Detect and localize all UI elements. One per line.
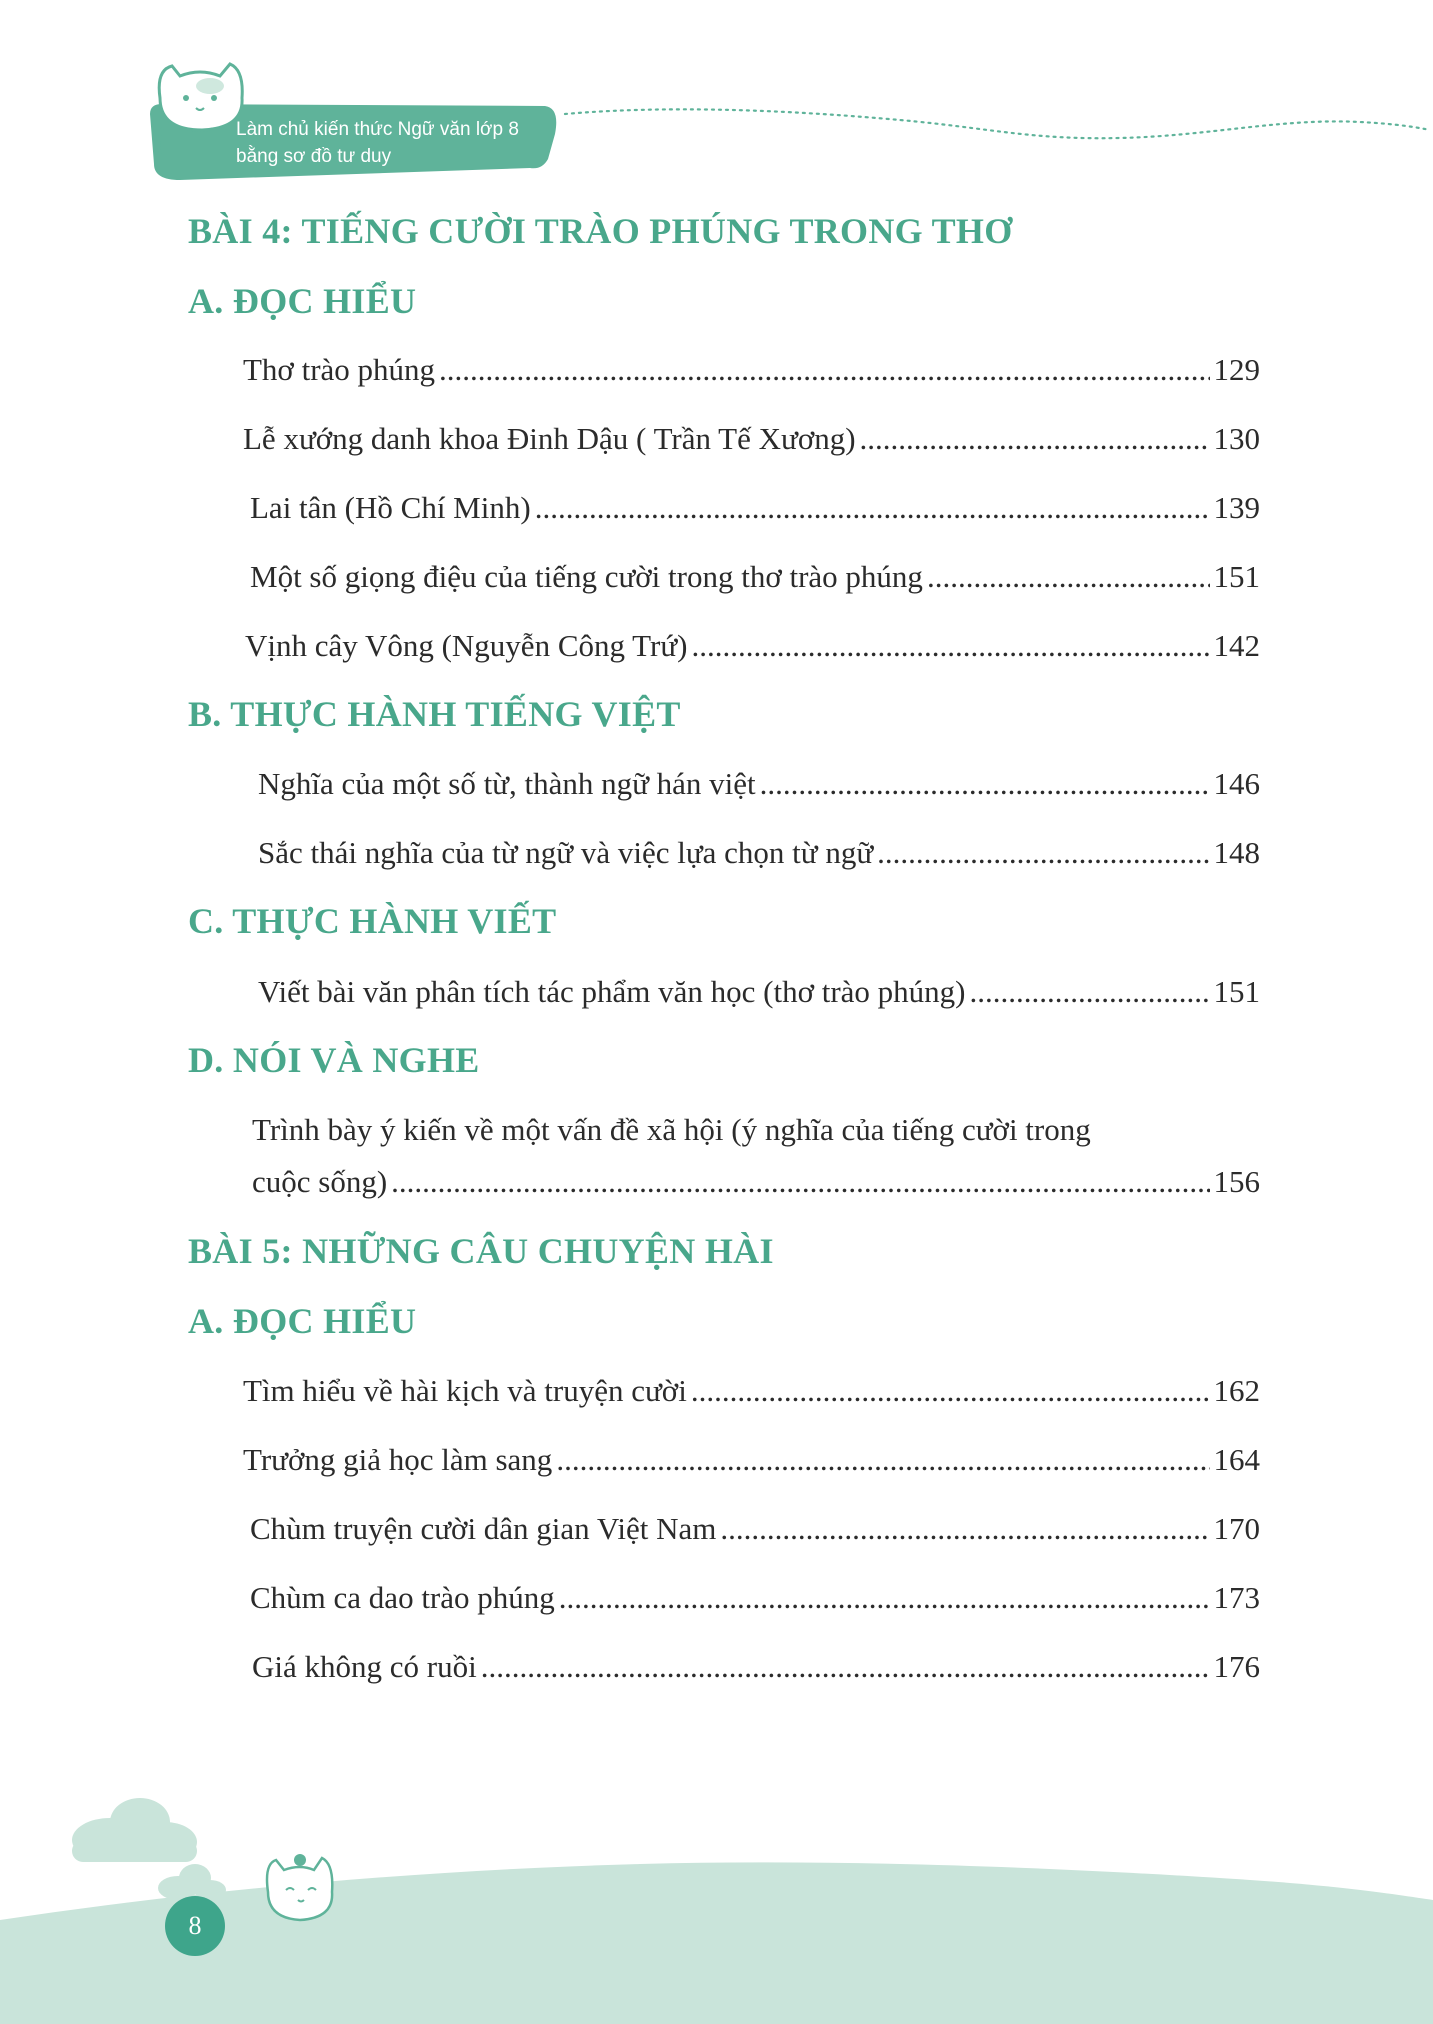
toc-entry-title: Viết bài văn phân tích tác phẩm văn học (thơ trào phúng) — [258, 974, 966, 1009]
toc-entry-title-line-2: cuộc sống) — [252, 1164, 388, 1199]
toc-entry-title: Chùm ca dao trào phúng — [250, 1580, 555, 1615]
toc-entry-title: Nghĩa của một số từ, thành ngữ hán việt — [258, 766, 756, 801]
toc-entry-page: 146 — [1213, 766, 1260, 801]
toc-entry[interactable] — [245, 628, 1260, 664]
dot-leader — [691, 1373, 1210, 1409]
dotted-wave-decoration — [560, 100, 1433, 160]
dot-leader — [720, 1511, 1209, 1547]
toc-entry-title: Giá không có ruồi — [252, 1649, 477, 1684]
cloud-icon — [72, 1798, 197, 1862]
dot-leader — [691, 628, 1209, 664]
toc-entry-page: 176 — [1213, 1649, 1260, 1684]
toc-entry-page: 170 — [1213, 1511, 1260, 1546]
toc-entry-title-line-1[interactable]: Trình bày ý kiến về một vấn đề xã hội (ý nghĩa của tiếng cười trong — [252, 1112, 1091, 1147]
toc-entry-title: Tìm hiểu về hài kịch và truyện cười — [243, 1373, 687, 1408]
toc-entry-page: 162 — [1213, 1373, 1260, 1408]
toc-entry-title: Lễ xướng danh khoa Đinh Dậu ( Trần Tế Xương) — [243, 421, 856, 456]
lesson-4-title: BÀI 4: TIẾNG CƯỜI TRÀO PHÚNG TRONG THƠ — [188, 211, 1013, 251]
toc-entry[interactable] — [250, 559, 1260, 595]
toc-entry[interactable] — [250, 490, 1260, 526]
section-a-heading: A. ĐỌC HIỂU — [188, 1301, 417, 1341]
toc-entry-page: 151 — [1213, 559, 1260, 594]
header-line-2: bằng sơ đồ tư duy — [236, 146, 392, 167]
dot-leader — [391, 1164, 1209, 1200]
dot-leader — [970, 974, 1210, 1010]
toc-entry[interactable] — [258, 835, 1260, 871]
book-series-title — [236, 116, 519, 170]
toc-entry-title: Lai tân (Hồ Chí Minh) — [250, 490, 531, 525]
toc-entry-title: Trưởng giả học làm sang — [243, 1442, 553, 1477]
cat-mascot-icon — [267, 1854, 332, 1920]
toc-entry[interactable] — [243, 421, 1260, 457]
toc-entry-title: Vịnh cây Vông (Nguyễn Công Trứ) — [245, 628, 688, 663]
toc-entry[interactable] — [258, 974, 1260, 1010]
lesson-5-title: BÀI 5: NHỮNG CÂU CHUYỆN HÀI — [188, 1231, 774, 1271]
page-number-badge: 8 — [165, 1896, 225, 1956]
dot-leader — [559, 1580, 1210, 1616]
toc-entry[interactable] — [243, 1442, 1260, 1478]
toc-entry[interactable] — [250, 1580, 1260, 1616]
header-line-1: Làm chủ kiến thức Ngữ văn lớp 8 — [236, 119, 519, 140]
toc-entry[interactable] — [250, 1511, 1260, 1547]
toc-entry[interactable] — [252, 1164, 1260, 1200]
dot-leader — [481, 1649, 1210, 1685]
toc-entry-title: Một số giọng điệu của tiếng cười trong thơ trào phúng — [250, 559, 923, 594]
dot-leader — [535, 490, 1210, 526]
toc-entry-page: 173 — [1213, 1580, 1260, 1615]
toc-entry-page: 130 — [1213, 421, 1260, 456]
toc-entry-page: 164 — [1213, 1442, 1260, 1477]
toc-entry-title: Chùm truyện cười dân gian Việt Nam — [250, 1511, 717, 1546]
section-a-heading: A. ĐỌC HIỂU — [188, 281, 417, 321]
toc-entry-page: 139 — [1213, 490, 1260, 525]
dot-leader — [439, 352, 1209, 388]
dot-leader — [927, 559, 1210, 595]
section-c-heading: C. THỰC HÀNH VIẾT — [188, 901, 557, 941]
toc-entry-title: Sắc thái nghĩa của từ ngữ và việc lựa chọn từ ngữ — [258, 835, 874, 870]
toc-entry[interactable] — [258, 766, 1260, 802]
footer-hill-decoration — [0, 1760, 1433, 2024]
dot-leader — [556, 1442, 1209, 1478]
toc-entry-title: Thơ trào phúng — [243, 352, 436, 387]
section-d-heading: D. NÓI VÀ NGHE — [188, 1040, 480, 1080]
section-b-heading: B. THỰC HÀNH TIẾNG VIỆT — [188, 694, 681, 734]
toc-entry-page: 129 — [1213, 352, 1260, 387]
toc-entry-page: 148 — [1213, 835, 1260, 870]
toc-entry-page: 142 — [1213, 628, 1260, 663]
toc-entry[interactable] — [243, 1373, 1260, 1409]
toc-entry[interactable] — [243, 352, 1260, 388]
toc-entry-page: 156 — [1213, 1164, 1260, 1199]
toc-entry[interactable] — [252, 1649, 1260, 1685]
dot-leader — [877, 835, 1209, 871]
dot-leader — [760, 766, 1210, 802]
dot-leader — [860, 421, 1210, 457]
toc-entry-page: 151 — [1213, 974, 1260, 1009]
